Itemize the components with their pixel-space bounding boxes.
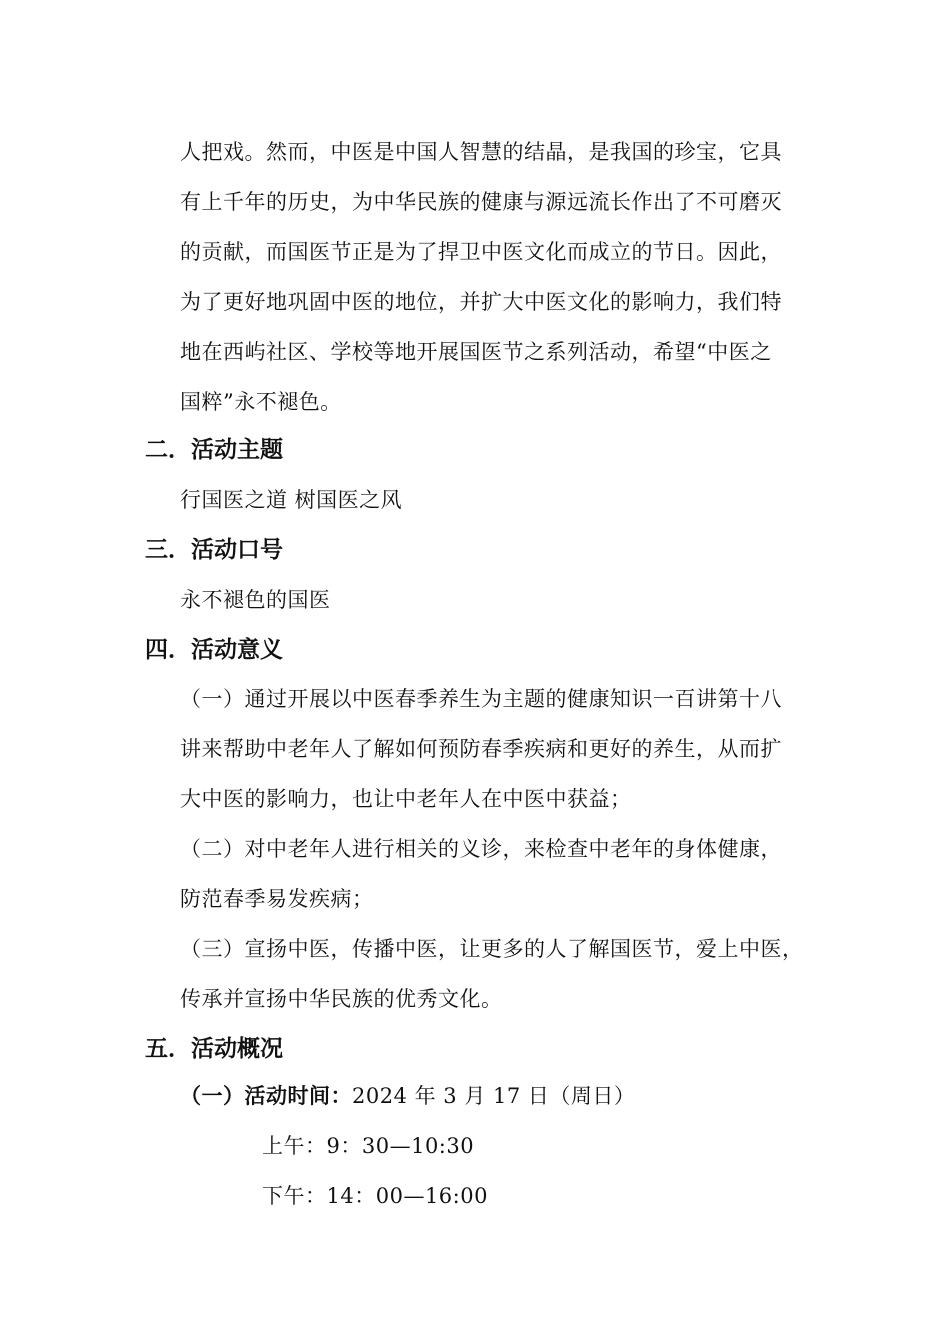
significance-line: （三）宣扬中医，传播中医，让更多的人了解国医节，爱上中医， [180,937,804,961]
section-heading-overview: 五．活动概况 [145,1036,283,1062]
intro-line: 有上千年的历史，为中华民族的健康与源远流长作出了不可磨灭 [180,190,782,214]
significance-line: 大中医的影响力，也让中老年人在中医中获益； [180,787,632,811]
significance-line: 传承并宣扬中华民族的优秀文化。 [180,987,503,1011]
morning-time: 上午：9：30—10:30 [262,1134,475,1158]
section-heading-slogan: 三．活动口号 [145,537,283,563]
significance-line: 防范春季易发疾病； [180,887,374,911]
slogan-text: 永不褪色的国医 [180,588,331,612]
section-heading-theme: 二．活动主题 [145,437,283,463]
significance-line: 讲来帮助中老年人了解如何预防春季疾病和更好的养生，从而扩 [180,737,782,761]
intro-line: 地在西屿社区、学校等地开展国医节之系列活动，希望“中医之 [180,340,772,364]
activity-time-label: （一）活动时间： [180,1084,352,1108]
theme-text: 行国医之道 树国医之风 [180,488,403,512]
activity-time-value: 2024 年 3 月 17 日（周日） [352,1084,636,1108]
section-heading-significance: 四．活动意义 [145,637,283,663]
intro-line: 人把戏。然而，中医是中国人智慧的结晶，是我国的珍宝，它具 [180,140,782,164]
significance-line: （一）通过开展以中医春季养生为主题的健康知识一百讲第十八 [180,687,782,711]
intro-line: 为了更好地巩固中医的地位，并扩大中医文化的影响力，我们特 [180,290,782,314]
afternoon-time: 下午：14：00—16:00 [262,1184,488,1208]
significance-line: （二）对中老年人进行相关的义诊，来检查中老年的身体健康， [180,837,782,861]
intro-line: 的贡献，而国医节正是为了捍卫中医文化而成立的节日。因此， [180,240,782,264]
intro-line: 国粹”永不褪色。 [180,390,342,414]
activity-time-row [180,1081,635,1111]
